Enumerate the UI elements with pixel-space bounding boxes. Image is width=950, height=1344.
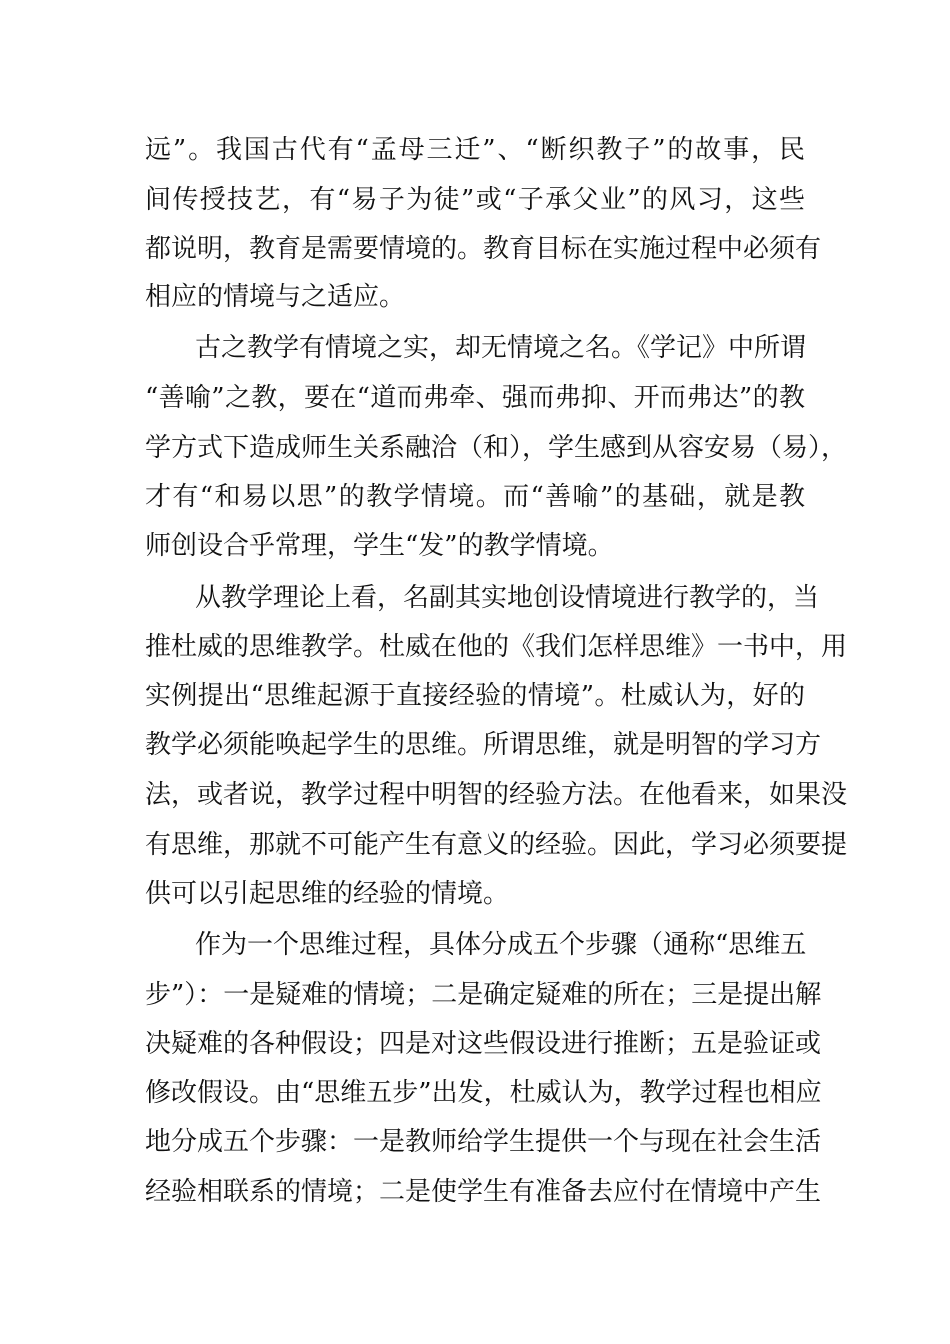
text-line: 有思维，那就不可能产生有意义的经验。因此，学习必须要提 (145, 830, 848, 860)
text-line: 地分成五个步骤：一是教师给学生提供一个与现在社会生活 (145, 1127, 822, 1157)
text-line: 教学必须能唤起学生的思维。所谓思维，就是明智的学习方 (145, 730, 822, 760)
text-line: 决疑难的各种假设；四是对这些假设进行推断；五是验证或 (145, 1029, 822, 1059)
text-line: 供可以引起思维的经验的情境。 (145, 879, 510, 909)
text-line: 师创设合乎常理，学生“发”的教学情境。 (145, 531, 614, 561)
text-line: 步”）：一是疑难的情境；二是确定疑难的所在；三是提出解 (145, 980, 822, 1010)
text-line: 远”。我国古代有“孟母三迁”、“断织教子”的故事，民 (145, 135, 805, 165)
text-line: 才有“和易以思”的教学情境。而“善喻”的基础，就是教 (145, 482, 805, 512)
text-line: 相应的情境与之适应。 (145, 282, 406, 312)
text-line: 经验相联系的情境；二是使学生有准备去应付在情境中产生 (145, 1177, 822, 1207)
text-line: 修改假设。由“思维五步”出发，杜威认为，教学过程也相应 (145, 1078, 822, 1108)
text-line: 作为一个思维过程，具体分成五个步骤（通称“思维五 (195, 930, 807, 960)
text-line: 学方式下造成师生关系融洽（和），学生感到从容安易（易）， (145, 433, 848, 463)
text-line: 推杜威的思维教学。杜威在他的《我们怎样思维》一书中，用 (145, 632, 848, 662)
text-line: 间传授技艺，有“易子为徒”或“子承父业”的风习，这些 (145, 185, 805, 215)
text-line: 古之教学有情境之实，却无情境之名。《学记》中所谓 (195, 333, 807, 363)
text-line: 实例提出“思维起源于直接经验的情境”。杜威认为，好的 (145, 681, 805, 711)
text-line: 法，或者说，教学过程中明智的经验方法。在他看来，如果没 (145, 780, 848, 810)
text-line: 从教学理论上看，名副其实地创设情境进行教学的，当 (195, 583, 820, 613)
text-line: 都说明，教育是需要情境的。教育目标在实施过程中必须有 (145, 234, 822, 264)
text-line: “善喻”之教，要在“道而弗牵、强而弗抑、开而弗达”的教 (145, 383, 805, 413)
